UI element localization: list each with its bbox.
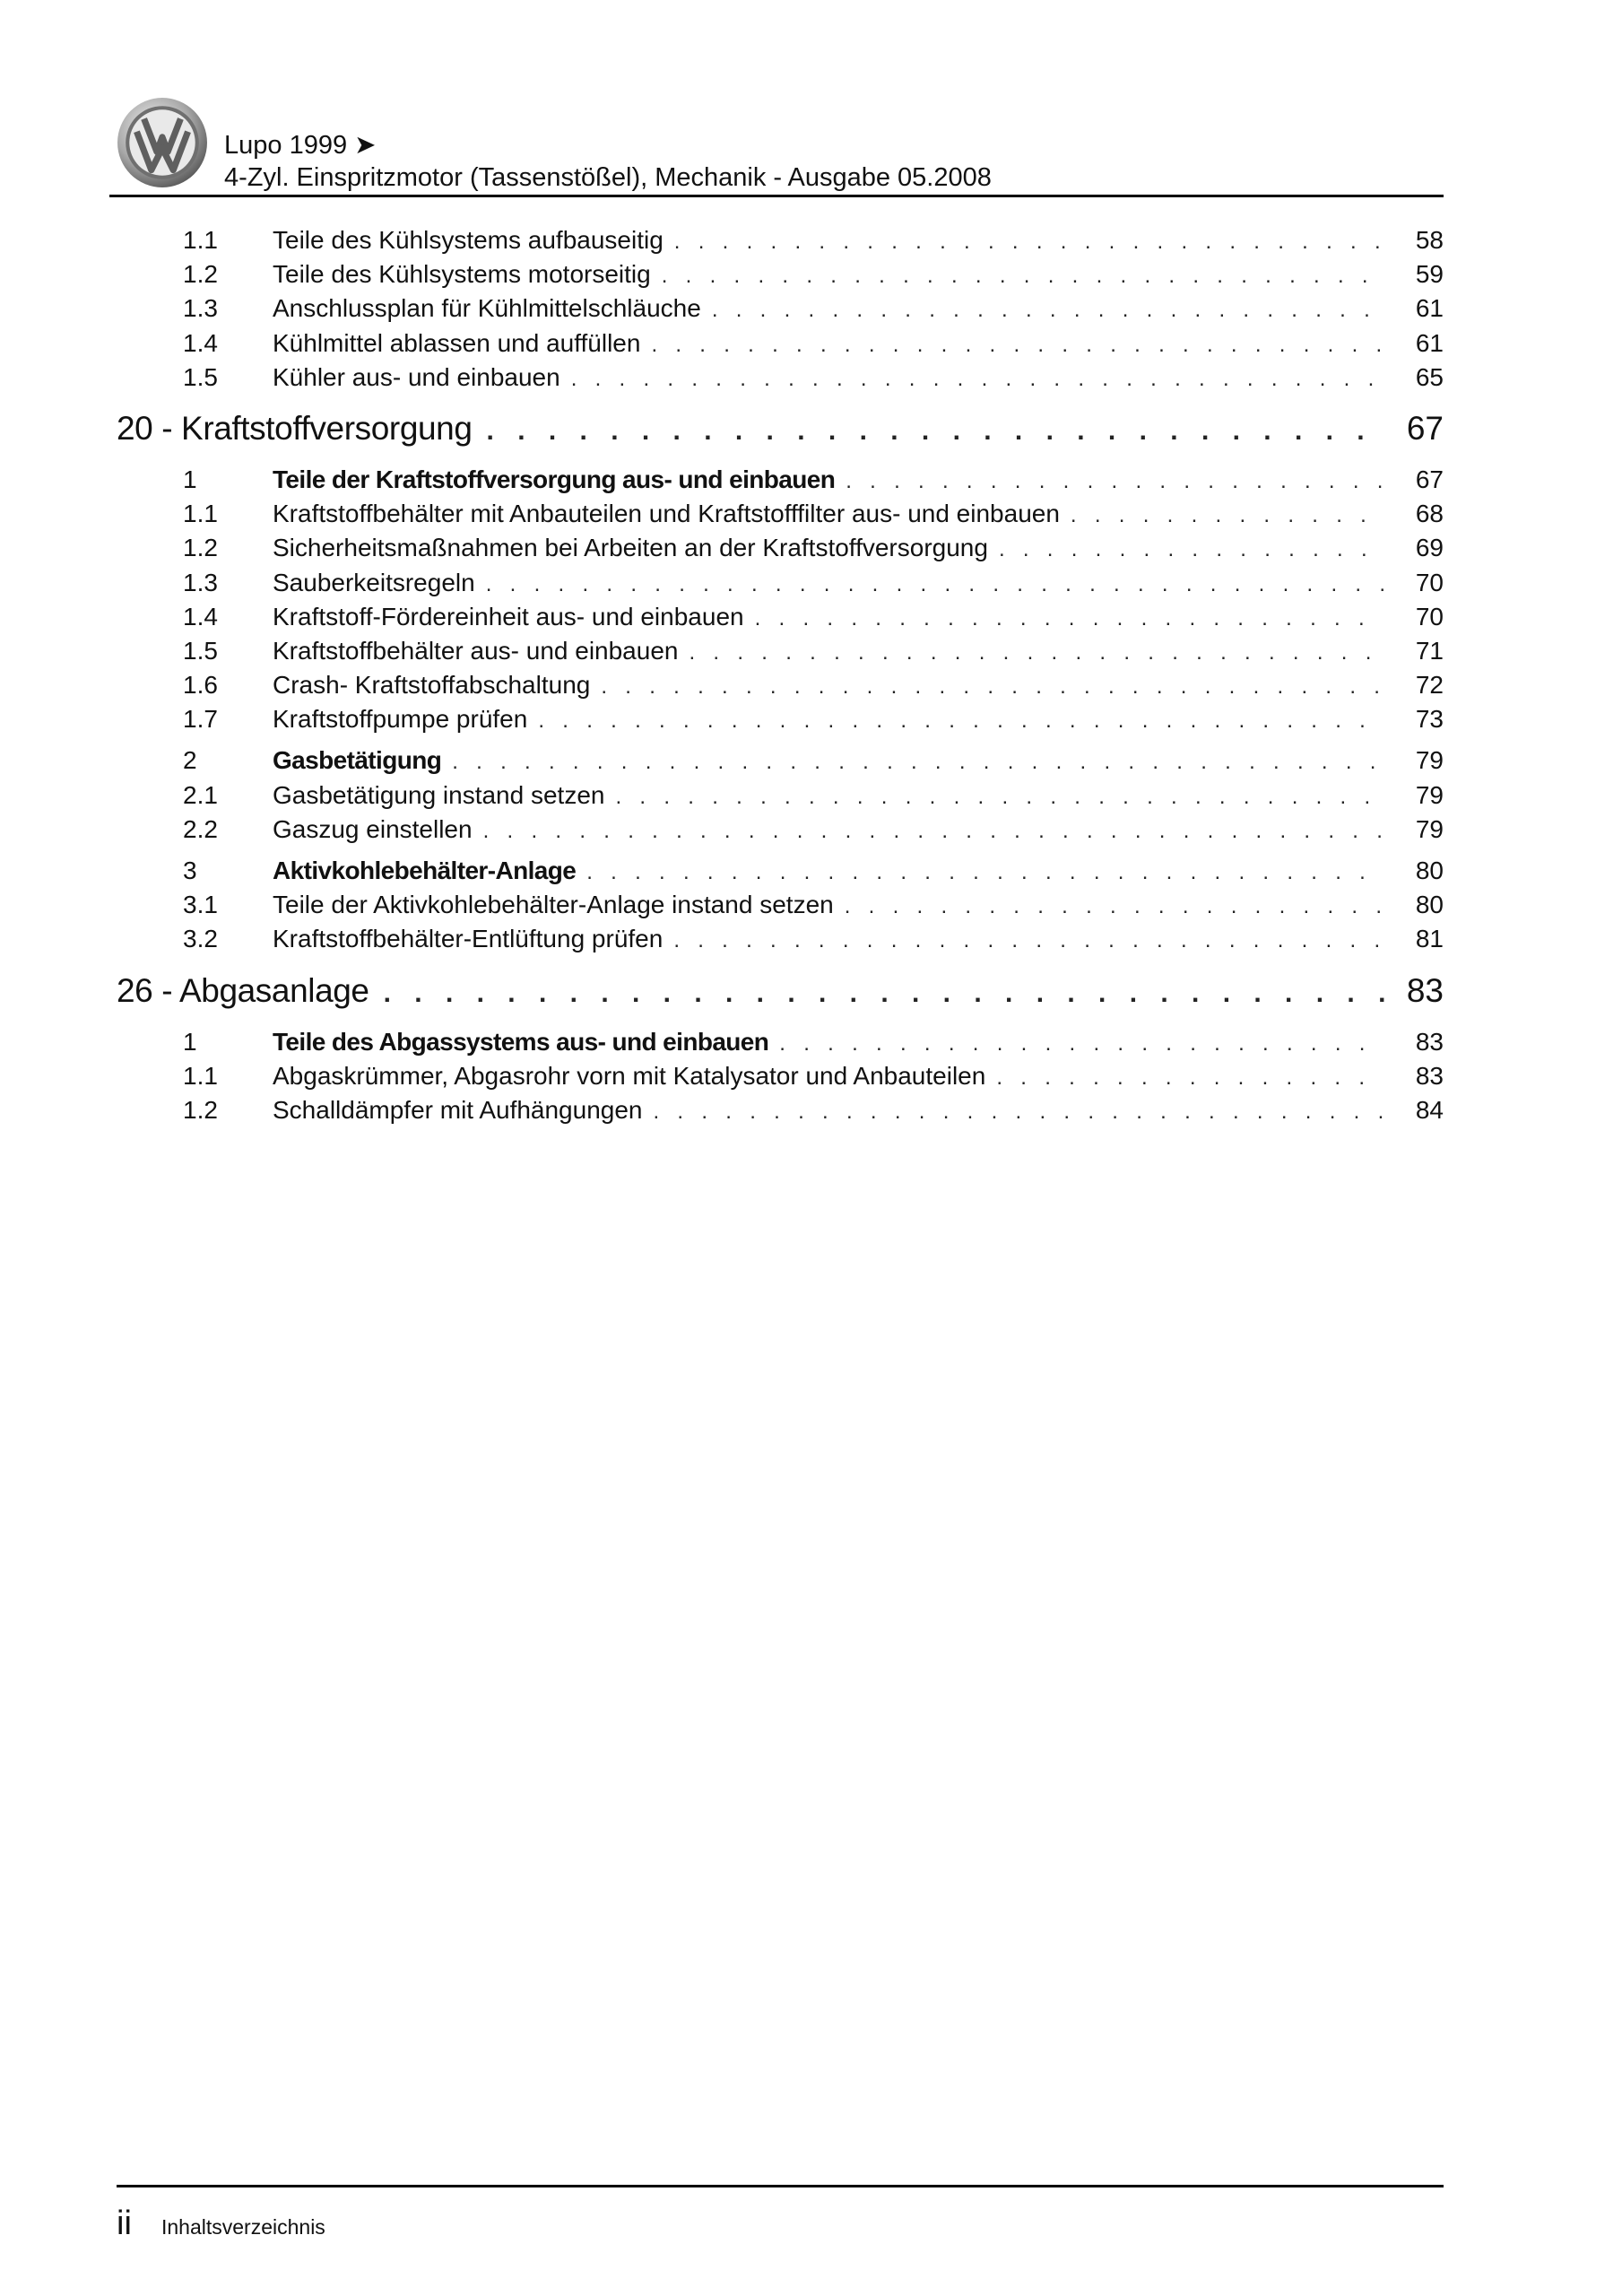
entry-page-number: 84 (1415, 1095, 1444, 1124)
entry-title: Aktivkohlebehälter-Anlage (273, 857, 577, 884)
toc-entry[interactable] (117, 1096, 1444, 1130)
entry-number: 3 (183, 857, 197, 884)
entry-number: 1.4 (183, 602, 218, 631)
dot-leader (586, 860, 1384, 885)
chapter-26-sections (117, 1028, 1444, 1131)
entry-number: 1 (183, 465, 197, 493)
entry-number: 2.1 (183, 780, 218, 809)
entry-number: 1.2 (183, 534, 218, 562)
dot-leader (571, 367, 1384, 392)
dot-leader (779, 1031, 1384, 1057)
entry-page-number: 71 (1415, 636, 1444, 665)
dot-leader (845, 894, 1384, 919)
chapter-page-number: 67 (1406, 409, 1444, 447)
entry-number: 1.3 (183, 568, 218, 596)
entry-title: Teile des Kühlsystems motorseitig (273, 260, 651, 289)
entry-title: Schalldämpfer mit Aufhängungen (273, 1095, 643, 1124)
dot-leader (673, 928, 1384, 953)
toc-section-heading[interactable] (117, 746, 1444, 780)
toc-section-heading[interactable] (117, 1028, 1444, 1062)
table-of-contents (117, 226, 1444, 1130)
entry-number: 1.4 (183, 328, 218, 357)
entry-number: 1.1 (183, 1061, 218, 1090)
entry-number: 1.6 (183, 671, 218, 700)
chapter-20-sections (117, 465, 1444, 960)
entry-title: Kraftstoff-Fördereinheit aus- und einbauen (273, 602, 744, 631)
entry-number: 1.2 (183, 1095, 218, 1124)
footer-section-label: Inhaltsverzeichnis (161, 2215, 325, 2239)
entry-title: Kühlmittel ablassen und auffüllen (273, 328, 641, 357)
entry-number: 1.1 (183, 226, 218, 254)
dot-leader (755, 606, 1384, 631)
dot-leader (487, 416, 1384, 447)
entry-page-number: 70 (1415, 602, 1444, 631)
toc-entry[interactable] (117, 891, 1444, 925)
entry-number: 3.1 (183, 891, 218, 919)
page-header (117, 90, 1444, 197)
entry-number: 1.3 (183, 294, 218, 323)
entry-page-number: 69 (1415, 534, 1444, 562)
entry-number: 1.7 (183, 705, 218, 734)
entry-page-number: 79 (1415, 746, 1444, 775)
entry-page-number: 58 (1415, 226, 1444, 254)
entry-number: 1 (183, 1027, 197, 1056)
entry-page-number: 65 (1415, 362, 1444, 391)
entry-number: 1.2 (183, 260, 218, 289)
entry-title: Gasbetätigung instand setzen (273, 780, 605, 809)
entry-page-number: 61 (1415, 328, 1444, 357)
toc-entry[interactable] (117, 637, 1444, 671)
dot-leader (674, 230, 1384, 255)
entry-page-number: 83 (1415, 1027, 1444, 1056)
toc-section-heading[interactable] (117, 857, 1444, 891)
dot-leader (538, 709, 1384, 734)
entry-title: Crash- Kraftstoffabschaltung (273, 671, 591, 700)
dot-leader (662, 264, 1384, 289)
toc-entry[interactable] (117, 329, 1444, 363)
toc-entry[interactable] (117, 671, 1444, 705)
toc-entry[interactable] (117, 294, 1444, 328)
dot-leader (483, 819, 1384, 844)
entry-page-number: 81 (1415, 925, 1444, 953)
toc-entry[interactable] (117, 534, 1444, 568)
entry-page-number: 72 (1415, 671, 1444, 700)
dot-leader (601, 674, 1384, 700)
entry-title: Teile des Abgassystems aus- und einbauen (273, 1027, 769, 1056)
vw-logo-icon (117, 97, 208, 188)
dot-leader (486, 572, 1384, 597)
entry-number: 1.5 (183, 362, 218, 391)
dot-leader (651, 333, 1384, 358)
entry-page-number: 61 (1415, 294, 1444, 323)
entry-page-number: 80 (1415, 857, 1444, 884)
entry-title: Abgaskrümmer, Abgasrohr vorn mit Katalysator und Anbauteilen (273, 1061, 986, 1090)
entry-page-number: 79 (1415, 814, 1444, 843)
toc-section-heading[interactable] (117, 465, 1444, 500)
entry-title: Kraftstoffbehälter mit Anbauteilen und Kraftstofffilter aus- und einbauen (273, 500, 1060, 528)
entry-number: 1.5 (183, 636, 218, 665)
entry-title: Teile der Aktivkohlebehälter-Anlage instand setzen (273, 891, 834, 919)
dot-leader (1071, 503, 1384, 528)
chapter-title: 20 - Kraftstoffversorgung (117, 409, 473, 447)
entry-title: Kraftstoffbehälter-Entlüftung prüfen (273, 925, 664, 953)
toc-top-entries (117, 226, 1444, 397)
entry-number: 3.2 (183, 925, 218, 953)
entry-number: 1.1 (183, 500, 218, 528)
entry-page-number: 80 (1415, 891, 1444, 919)
footer-divider (117, 2185, 1444, 2187)
chapter-title: 26 - Abgasanlage (117, 971, 369, 1009)
toc-entry[interactable] (117, 500, 1444, 534)
toc-entry[interactable] (117, 925, 1444, 959)
entry-title: Anschlussplan für Kühlmittelschläuche (273, 294, 701, 323)
toc-entry[interactable] (117, 815, 1444, 849)
entry-title: Kraftstoffpumpe prüfen (273, 705, 528, 734)
dot-leader (712, 298, 1384, 323)
dot-leader (846, 469, 1384, 494)
dot-leader (996, 1065, 1384, 1091)
dot-leader (999, 537, 1384, 562)
entry-page-number: 73 (1415, 705, 1444, 734)
document-subtitle: 4-Zyl. Einspritzmotor (Tassenstößel), Mechanik - Ausgabe 05.2008 (224, 163, 992, 192)
entry-page-number: 70 (1415, 568, 1444, 596)
toc-entry[interactable] (117, 363, 1444, 397)
dot-leader (615, 785, 1384, 810)
entry-page-number: 59 (1415, 260, 1444, 289)
entry-title: Sicherheitsmaßnahmen bei Arbeiten an der Kraftstoffversorgung (273, 534, 988, 562)
toc-entry[interactable] (117, 569, 1444, 603)
toc-entry[interactable] (117, 603, 1444, 637)
entry-number: 2 (183, 746, 197, 775)
toc-entry[interactable] (117, 1062, 1444, 1096)
dot-leader (384, 978, 1384, 1009)
entry-title: Teile der Kraftstoffversorgung aus- und einbauen (273, 465, 836, 493)
toc-chapter-20[interactable] (117, 410, 1444, 458)
entry-title: Kühler aus- und einbauen (273, 362, 560, 391)
header-divider (109, 195, 1444, 197)
entry-page-number: 83 (1415, 1061, 1444, 1090)
document-vehicle-title: Lupo 1999 ➤ (224, 131, 377, 160)
entry-title: Teile des Kühlsystems aufbauseitig (273, 226, 664, 254)
footer-page-number: ii (117, 2205, 132, 2242)
chapter-page-number: 83 (1406, 971, 1444, 1009)
dot-leader (452, 750, 1384, 775)
toc-chapter-26[interactable] (117, 972, 1444, 1021)
entry-number: 2.2 (183, 814, 218, 843)
entry-page-number: 68 (1415, 500, 1444, 528)
entry-page-number: 79 (1415, 780, 1444, 809)
dot-leader (654, 1100, 1385, 1125)
entry-page-number: 67 (1415, 465, 1444, 493)
toc-entry[interactable] (117, 226, 1444, 260)
entry-title: Gasbetätigung (273, 746, 442, 775)
toc-entry[interactable] (117, 705, 1444, 739)
toc-entry[interactable] (117, 260, 1444, 294)
entry-title: Kraftstoffbehälter aus- und einbauen (273, 636, 679, 665)
dot-leader (689, 640, 1384, 665)
entry-title: Gaszug einstellen (273, 814, 473, 843)
entry-title: Sauberkeitsregeln (273, 568, 475, 596)
toc-entry[interactable] (117, 781, 1444, 815)
